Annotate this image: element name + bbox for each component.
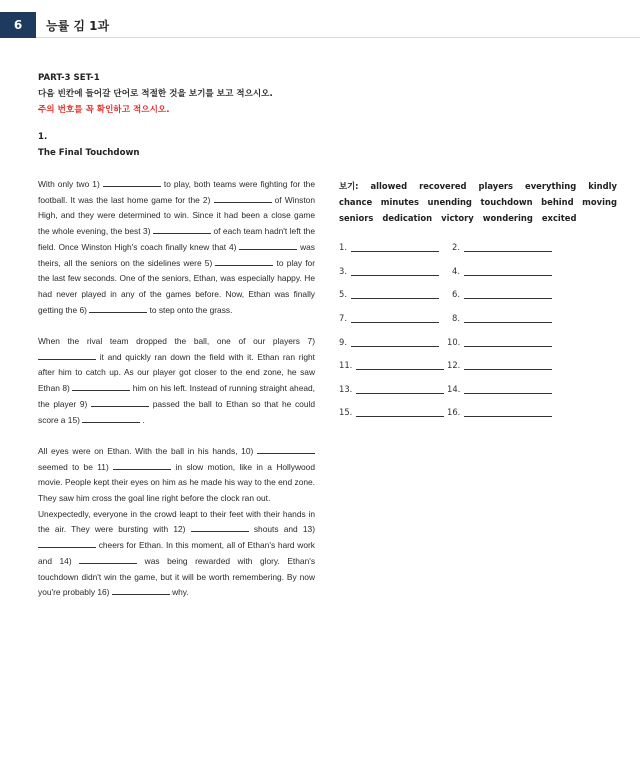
book-title: 능률 김 1과 xyxy=(46,19,110,33)
word-option: players xyxy=(478,181,514,191)
blank-9 xyxy=(91,398,149,407)
blank-1 xyxy=(103,178,161,187)
part-label: PART-3 SET-1 xyxy=(38,73,100,83)
answer-row xyxy=(339,289,559,303)
answer-field[interactable]: 8. xyxy=(452,313,552,323)
answer-line[interactable] xyxy=(356,407,444,417)
blank-3 xyxy=(153,225,211,234)
answer-row xyxy=(339,337,559,351)
answer-field[interactable]: 2. xyxy=(452,242,552,252)
word-option: touchdown xyxy=(480,197,533,207)
story-paragraph-1: With only two 1) to play, both teams were fighting for the football. It was the last home game for the 2) of Winston High, and they were determined to win. Since it had been a close game the whole evening, the best 3) of each team hadn't left the field. Once Winston High's coach finally knew that 4) was theirs, all the seniors on the sidelines were 5) to play for the last few seconds. One of the seniors, Ethan, was especially happy. He had never played in any of the games before. Now, Ethan was finally getting the 6) to step onto the grass. xyxy=(38,179,315,315)
answer-row xyxy=(339,407,559,421)
answer-row xyxy=(339,242,559,256)
story-paragraph-4: Unexpectedly, everyone in the crowd leapt to their feet with their hands in the air. They were bursting with 12) shouts and 13) cheers for Ethan. In this moment, all of Ethan's hard work and 14) was being rewarded with glory. Ethan's touchdown didn't win the game, but it will be worth remembering. By now you're probably 16) why. xyxy=(38,508,316,598)
answer-line[interactable] xyxy=(356,384,444,394)
word-option: allowed xyxy=(370,181,408,191)
answer-line[interactable] xyxy=(464,242,552,252)
answer-field[interactable]: 13. xyxy=(339,384,444,394)
answer-line[interactable] xyxy=(464,360,552,370)
blank-7 xyxy=(38,351,96,360)
answer-field[interactable]: 12. xyxy=(447,360,552,370)
word-option: dedication xyxy=(382,213,433,223)
answer-field[interactable]: 5. xyxy=(339,289,439,299)
blank-4 xyxy=(239,241,297,250)
answer-row xyxy=(339,384,559,398)
blank-2 xyxy=(214,194,272,203)
blank-11 xyxy=(113,461,171,470)
answer-line[interactable] xyxy=(351,337,439,347)
story-title: The Final Touchdown xyxy=(38,148,140,158)
answer-line[interactable] xyxy=(351,289,439,299)
word-bank-row-2 xyxy=(339,194,617,210)
page-number: 6 xyxy=(0,12,36,38)
answer-line[interactable] xyxy=(464,384,552,394)
blank-15 xyxy=(82,414,140,423)
answer-line[interactable] xyxy=(464,289,552,299)
blank-10 xyxy=(257,445,315,454)
answer-field[interactable]: 6. xyxy=(452,289,552,299)
word-option: recovered xyxy=(419,181,467,191)
word-bank xyxy=(339,178,617,226)
answer-line[interactable] xyxy=(464,313,552,323)
blank-12 xyxy=(191,523,249,532)
question-number: 1. xyxy=(38,132,48,142)
answer-field[interactable]: 1. xyxy=(339,242,439,252)
answer-field[interactable]: 9. xyxy=(339,337,439,347)
story-paragraph-3: All eyes were on Ethan. With the ball in his hands, 10) seemed to be 11) in slow motion, like in a Hollywood movie. People kept their eyes on him as he made his way to the end zone. They saw him cross the goal line right before the clock ran out. xyxy=(38,445,315,504)
answer-field[interactable]: 4. xyxy=(452,266,552,276)
blank-5 xyxy=(215,257,273,266)
blank-16 xyxy=(112,586,170,595)
word-option: excited xyxy=(541,213,577,223)
answer-field[interactable]: 14. xyxy=(447,384,552,394)
answer-field[interactable]: 10. xyxy=(447,337,552,347)
header-divider xyxy=(36,37,640,38)
word-option: victory xyxy=(441,213,474,223)
word-option: behind xyxy=(541,197,574,207)
answer-line[interactable] xyxy=(351,242,439,252)
answer-line[interactable] xyxy=(351,313,439,323)
word-bank-row-1 xyxy=(339,178,617,194)
answer-field[interactable]: 7. xyxy=(339,313,439,323)
answer-row xyxy=(339,360,559,374)
blank-8 xyxy=(72,382,130,391)
word-option: everything xyxy=(525,181,577,191)
word-bank-row-3 xyxy=(339,210,617,226)
blank-14 xyxy=(79,555,137,564)
answer-field[interactable]: 16. xyxy=(447,407,552,417)
answer-row xyxy=(339,266,559,280)
answer-field[interactable]: 15. xyxy=(339,407,444,417)
answer-line[interactable] xyxy=(351,266,439,276)
word-option: seniors xyxy=(339,213,374,223)
word-option: kindly xyxy=(588,181,617,191)
page-header xyxy=(0,12,640,38)
answer-field[interactable]: 11. xyxy=(339,360,444,370)
answer-line[interactable] xyxy=(356,360,444,370)
word-option: unending xyxy=(427,197,472,207)
story-paragraph-2: When the rival team dropped the ball, one of our players 7) it and quickly ran down the field with it. Ethan ran right after him to catch up. As our player got closer to the end zone, he saw Ethan 8) him on his left. Instead of running straight ahead, the player 9) passed the ball to Ethan so that he could score a 15) . xyxy=(38,336,315,425)
word-option: moving xyxy=(582,197,617,207)
word-option: minutes xyxy=(380,197,419,207)
word-option: wondering xyxy=(482,213,533,223)
answer-line[interactable] xyxy=(464,266,552,276)
blank-13 xyxy=(38,539,96,548)
instructions xyxy=(38,70,273,118)
answer-line[interactable] xyxy=(464,407,552,417)
answer-line[interactable] xyxy=(464,337,552,347)
blank-6 xyxy=(89,304,147,313)
word-option: chance xyxy=(339,197,373,207)
answer-row xyxy=(339,313,559,327)
word-bank-label: 보기: xyxy=(339,181,359,191)
story-text xyxy=(38,177,315,601)
warning-text: 주의 번호를 꼭 확인하고 적으시오. xyxy=(38,105,170,115)
answer-field[interactable]: 3. xyxy=(339,266,439,276)
instruction-text: 다음 빈칸에 들어갈 단어로 적절한 것을 보기를 보고 적으시오. xyxy=(38,89,273,99)
